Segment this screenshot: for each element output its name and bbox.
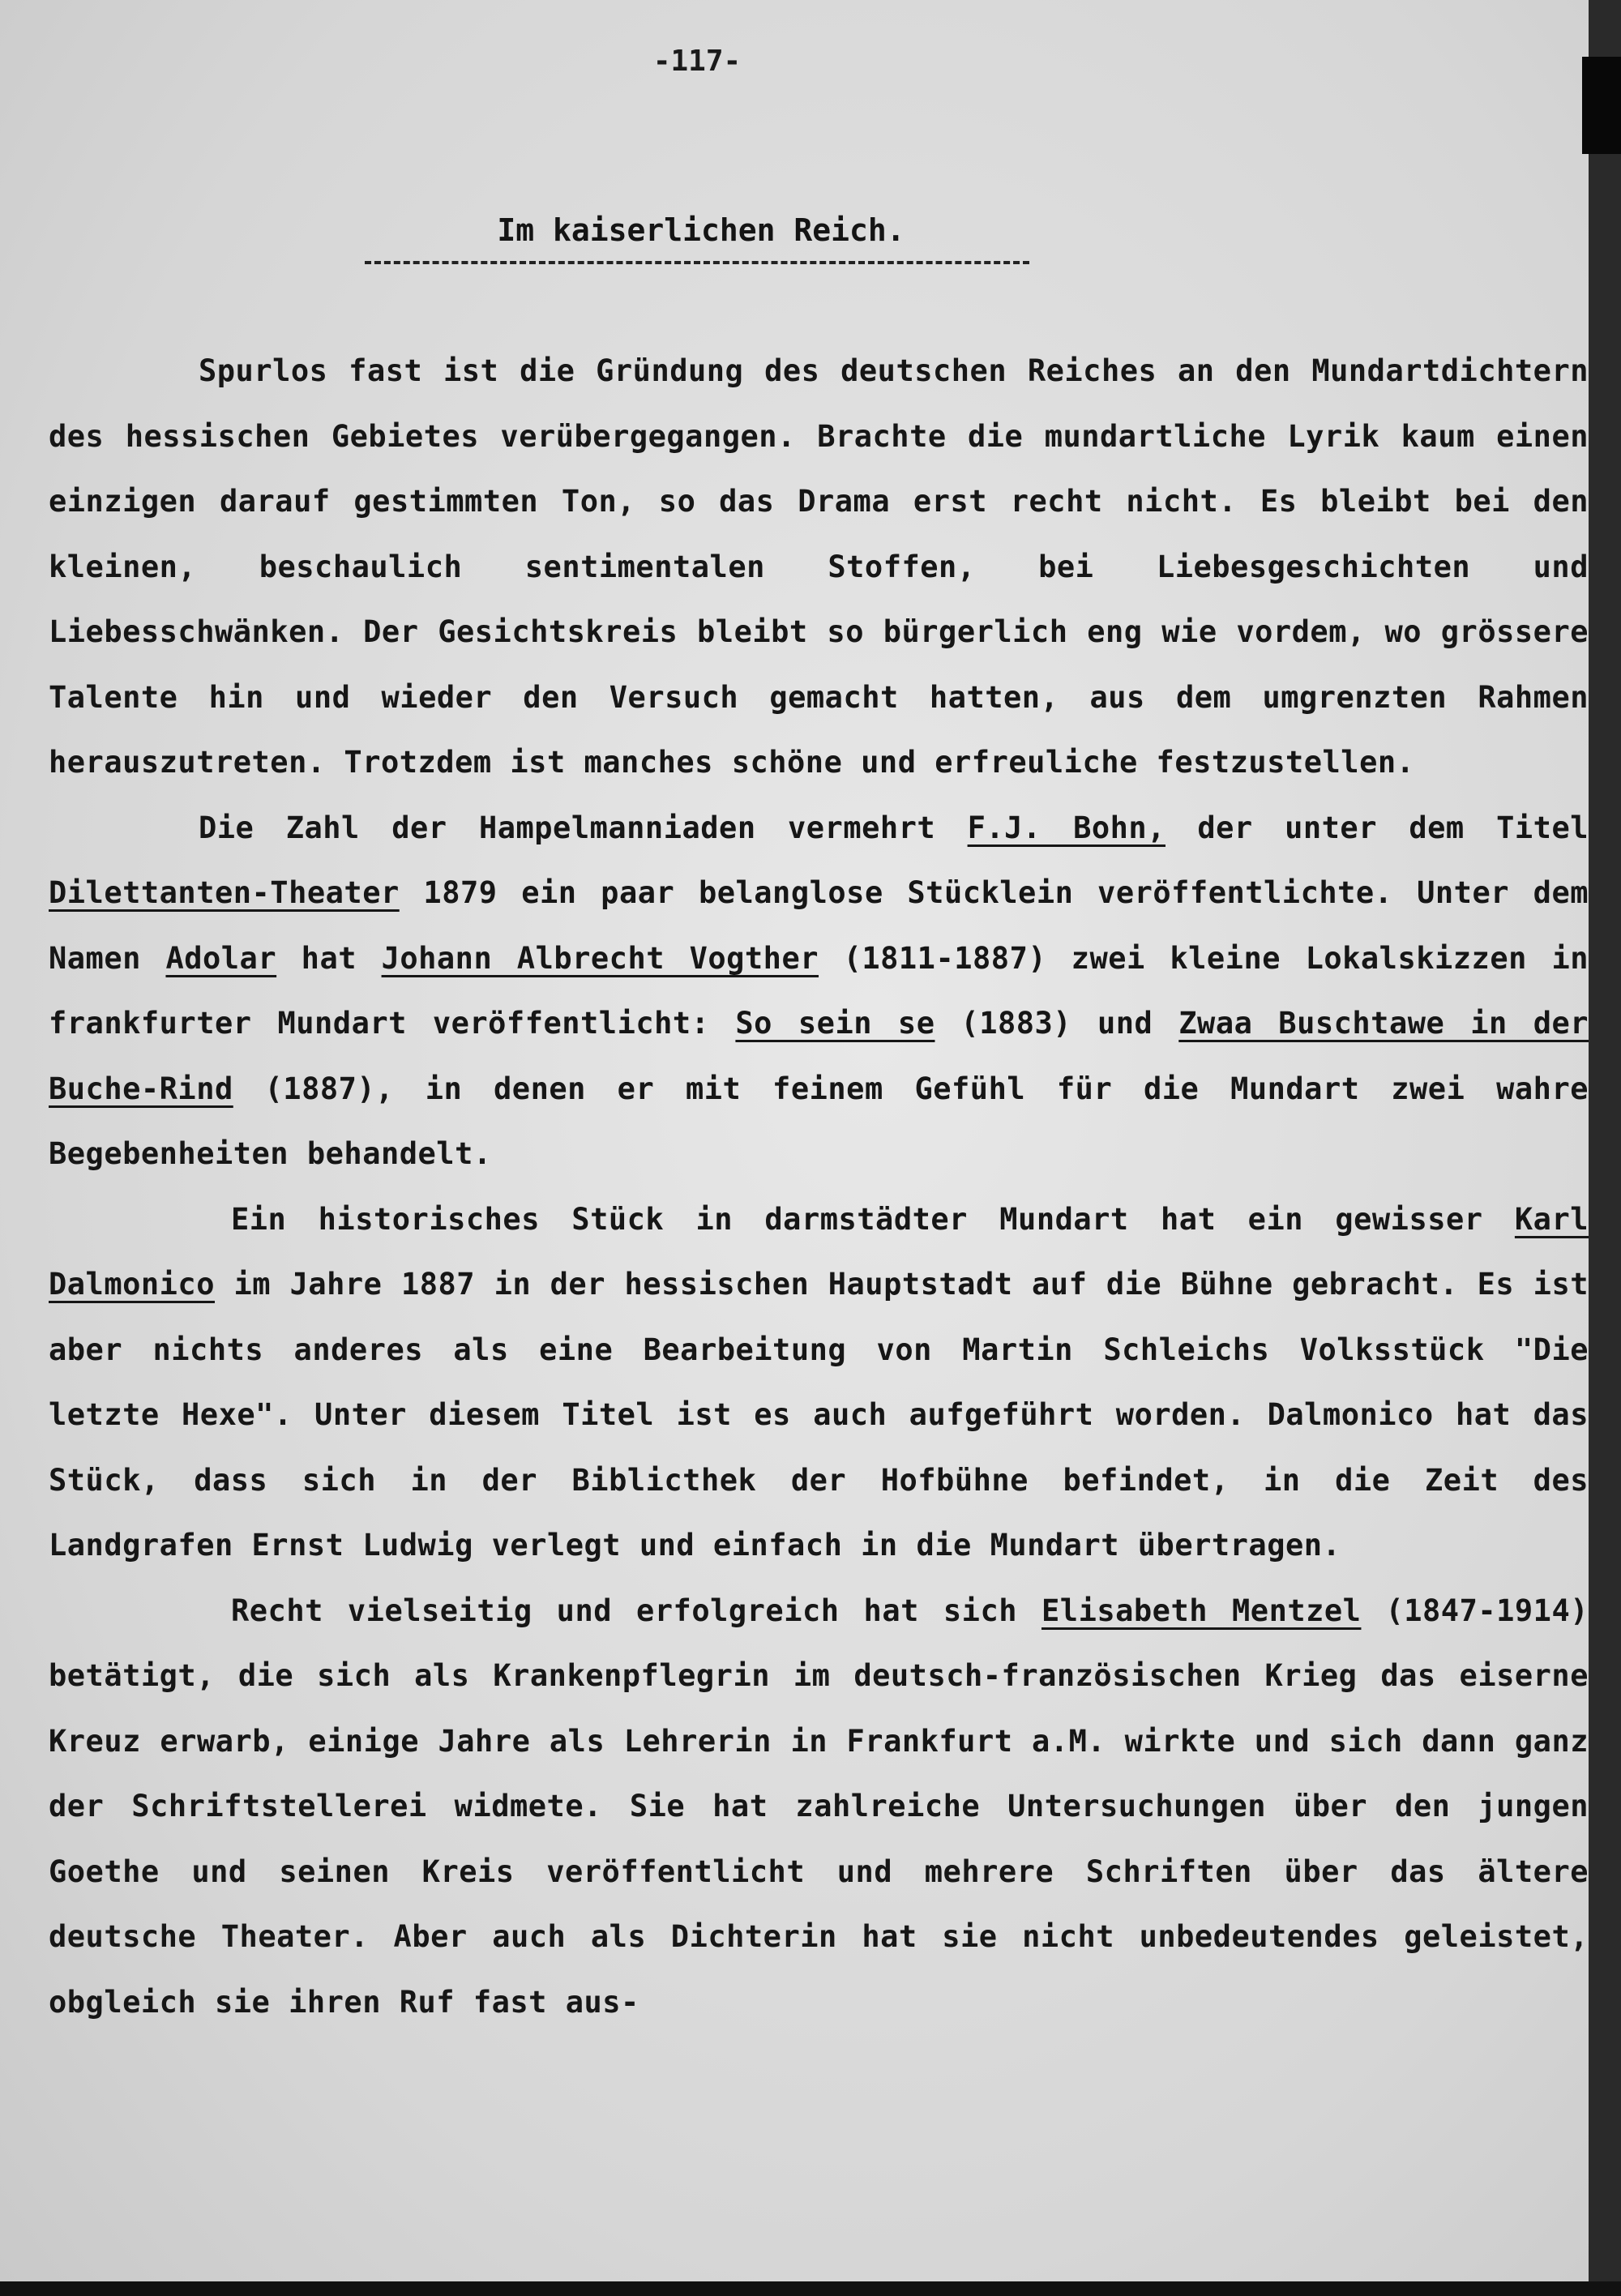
underlined-reference: Elisabeth Mentzel <box>1041 1593 1362 1628</box>
text-run: Die Zahl der Hampelmanniaden vermehrt <box>199 810 968 845</box>
underlined-reference: Zwaa Buschtawe in der Buche-Rind <box>49 1006 1589 1106</box>
text-run: (1811-1887) zwei kleine Lokalskizzen in frankfurter Mundart veröffentlicht: <box>49 940 1589 1041</box>
paragraph-4 <box>49 1579 1589 2036</box>
text-run: (1883) und <box>935 1006 1179 1041</box>
underlined-reference: Karl Dalmonico <box>49 1201 1589 1302</box>
paragraph-2 <box>49 796 1589 1187</box>
scan-bottom-edge <box>0 2281 1621 2296</box>
page-number: -117- <box>652 45 742 78</box>
underlined-reference: Dilettanten-Theater <box>49 875 400 910</box>
text-run: (1847-1914) betätigt, die sich als Krankenpflegrin im deutsch-französischen Krieg das eiserne Kreuz erwarb, einige Jahre als Lehrerin in Frankfurt a.M. wirkte und sich dann ganz der Schriftstellerei widmete. Sie hat zahlreiche Untersuchungen über den jungen Goethe und seinen Kreis veröffentlicht und mehrere Schriften über das ältere deutsche Theater. Aber auch als Dichterin hat sie nicht unbedeutendes geleistet, obgleich sie ihren Ruf fast aus- <box>49 1593 1589 2020</box>
text-run: Ein historisches Stück in darmstädter Mundart hat ein gewisser <box>231 1201 1515 1237</box>
text-run: Recht vielseitig und erfolgreich hat sich <box>231 1593 1042 1628</box>
paragraph-1 <box>49 339 1589 796</box>
text-run: hat <box>276 940 382 976</box>
underlined-reference: So sein se <box>735 1006 935 1041</box>
underlined-reference: Johann Albrecht Vogther <box>381 940 819 976</box>
underlined-reference: F.J. Bohn, <box>967 810 1165 845</box>
body-text <box>49 339 1589 2035</box>
text-run: 1879 ein paar belanglose Stücklein veröffentlichte. Unter dem Namen <box>49 875 1589 976</box>
chapter-title: Im kaiserlichen Reich. <box>497 212 905 248</box>
scan-tab <box>1582 57 1621 154</box>
text-run: im Jahre 1887 in der hessischen Hauptstadt auf die Bühne gebracht. Es ist aber nichts anderes als eine Bearbeitung von Martin Schleichs Volksstück "Die letzte Hexe". Unter diesem Titel ist es auch aufgeführt worden. Dalmonico hat das Stück, dass sich in der Biblicthek der Hofbühne befindet, in die Zeit des Landgrafen Ernst Ludwig verlegt und einfach in die Mundart übertragen. <box>49 1267 1589 1563</box>
text-run: (1887), in denen er mit feinem Gefühl für die Mundart zwei wahre Begebenheiten behandelt. <box>49 1071 1589 1171</box>
text-run: der unter dem Titel <box>1165 810 1589 845</box>
paragraph-3 <box>49 1187 1589 1579</box>
title-underline <box>365 261 1029 264</box>
text-run: Spurlos fast ist die Gründung des deutschen Reiches an den Mundartdichtern des hessischen Gebietes verübergegangen. Brachte die mundartliche Lyrik kaum einen einzigen darauf gestimmten Ton, so das Drama erst recht nicht. Es bleibt bei den kleinen, beschaulich sentimentalen Stoffen, bei Liebesgeschichten und Liebesschwänken. Der Gesichtskreis bleibt so bürgerlich eng wie vordem, wo grössere Talente hin und wieder den Versuch gemacht hatten, aus dem umgrenzten Rahmen herauszutreten. Trotzdem ist manches schöne und erfreuliche festzustellen. <box>49 353 1589 780</box>
underlined-reference: Adolar <box>165 940 277 976</box>
scan-edge <box>1589 0 1621 2296</box>
